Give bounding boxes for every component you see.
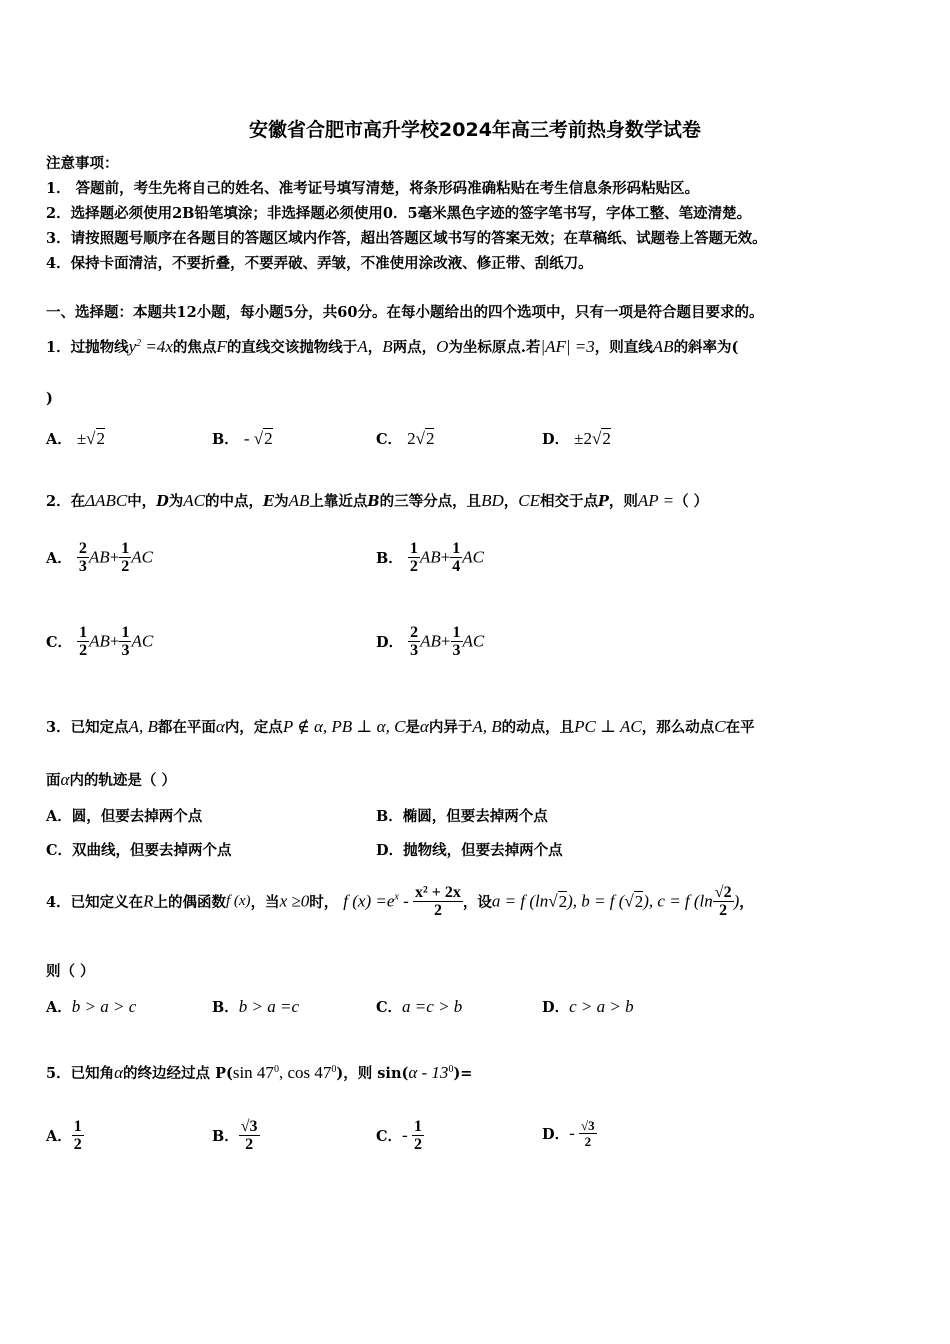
option-a[interactable]: A． ±√2	[46, 429, 106, 448]
page-title: 安徽省合肥市高升学校2024年高三考前热身数学试卷	[249, 119, 701, 141]
notice-item: 2．选择题必须使用2B铅笔填涂；非选择题必须使用0．5毫米黑色字迹的签字笔书写，字体工整、笔迹清楚。	[46, 205, 752, 222]
question-3-stem: 3．已知定点A, B都在平面α内，定点P ∉ α, PB ⊥ α, C是α内异于A, B的动点，且PC ⊥ AC，那么动点C在平	[46, 717, 755, 736]
option-d[interactable]: D． $\frac{2}{3}$ AB+ $\frac{1}{3}$ AC	[376, 624, 485, 659]
notice-item: 4．保持卡面清洁，不要折叠，不要弄破、弄皱，不准使用涂改液、修正带、刮纸刀。	[46, 255, 593, 272]
option-c[interactable]: C． $\frac{1}{2}$ AB+ $\frac{1}{3}$ AC	[46, 624, 154, 659]
question-1-stem: 1．过抛物线$y^2 =4x$的焦点F的直线交该抛物线于A，B两点，O为坐标原点.若|AF| =3，则直线AB的斜率为(	[46, 337, 739, 356]
option-c[interactable]: C．- $\frac{1}{2}$	[376, 1118, 422, 1153]
option-b[interactable]: B．b > a =c	[212, 997, 300, 1016]
question-3-stem-line2: 面α内的轨迹是（ ）	[46, 770, 176, 789]
option-d[interactable]: D．c > a > b	[542, 997, 634, 1016]
question-4-stem-line2: 则（ ）	[46, 963, 95, 980]
question-5-stem: 5．已知角α的终边经过点 P(sin $47^0$, $\cos 47^0$)，则 $\sin(\alpha - 13^0)=$	[46, 1063, 473, 1082]
option-d[interactable]: D．- $\frac{√3}{2}$	[542, 1118, 595, 1149]
option-d[interactable]: D． ±2√2	[542, 429, 611, 448]
section-heading: 一、选择题：本题共12小题，每小题5分，共60分。在每小题给出的四个选项中，只有一项是符合题目要求的。	[46, 304, 764, 321]
option-c[interactable]: C． 2√2	[376, 429, 435, 448]
option-a[interactable]: A．圆，但要去掉两个点	[46, 808, 203, 825]
option-b[interactable]: B． - √2	[212, 429, 273, 448]
notice-heading: 注意事项：	[46, 155, 119, 172]
option-a[interactable]: A．b > a > c	[46, 997, 137, 1016]
option-a[interactable]: A． $\frac{2}{3}$ AB+ $\frac{1}{2}$ AC	[46, 540, 153, 575]
option-c[interactable]: C．双曲线，但要去掉两个点	[46, 842, 232, 859]
notice-item: 3．请按照题号顺序在各题目的答题区域内作答，超出答题区域书写的答案无效；在草稿纸、试题卷上答题无效。	[46, 230, 767, 247]
notice-item: 1． 答题前，考生先将自己的姓名、准考证号填写清楚，将条形码准确粘贴在考生信息条形码粘贴区。	[46, 180, 700, 197]
question-4-stem: 4．已知定义在R上的偶函数f (x)，当x ≥0时， f $(x) =e^x$ - $\frac{\text{x² + 2x}}{2}$ ，设a = f (ln√2), b = f (√2), c = f (ln $\frac{√2}{2}$ )，	[46, 884, 754, 919]
question-1-close: )	[46, 390, 53, 407]
option-b[interactable]: B． $\frac{1}{2}$ AB+ $\frac{1}{4}$ AC	[376, 540, 484, 575]
option-c[interactable]: C．a =c > b	[376, 997, 463, 1016]
option-b[interactable]: B．椭圆，但要去掉两个点	[376, 808, 548, 825]
option-a[interactable]: A． $\frac{1}{2}$	[46, 1118, 82, 1153]
option-d[interactable]: D．抛物线，但要去掉两个点	[376, 842, 563, 859]
question-2-stem: 2．在ΔABC中，D为AC的中点，E为AB上靠近点B的三等分点，且BD，CE相交于点P，则AP =（ ）	[46, 491, 709, 510]
option-b[interactable]: B． $\frac{√3}{2}$	[212, 1118, 258, 1153]
